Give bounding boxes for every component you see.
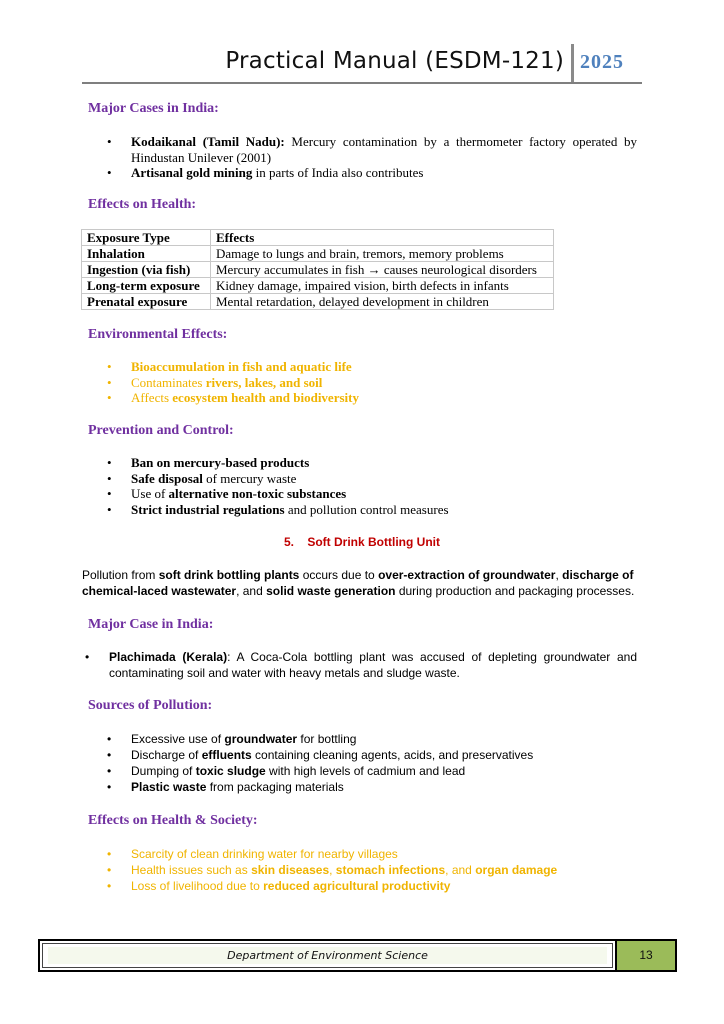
list-item: • Excessive use of groundwater for bottling <box>131 731 637 747</box>
environmental-effects-heading: Environmental Effects: <box>88 327 228 342</box>
section-5-title <box>0 535 724 549</box>
table-cell: Prenatal exposure <box>82 294 211 310</box>
table-header-row <box>82 230 554 246</box>
list-item: • Scarcity of clean drinking water for nearby villages <box>131 846 637 862</box>
column-header: Exposure Type <box>82 230 211 246</box>
list-item: • Discharge of effluents containing cleaning agents, acids, and preservatives <box>131 747 637 763</box>
table-row <box>82 262 554 278</box>
health-society-heading: Effects on Health & Society: <box>88 813 258 828</box>
footer-department: Department of Environment Science <box>48 947 607 964</box>
table-cell: Mental retardation, delayed development in children <box>211 294 554 310</box>
header-year: 2025 <box>580 51 624 73</box>
header-rule <box>82 82 642 84</box>
table-row <box>82 294 554 310</box>
table-row <box>82 246 554 262</box>
environmental-effects-list <box>131 359 637 406</box>
major-cases-list <box>131 134 637 181</box>
table-cell: Kidney damage, impaired vision, birth defects in infants <box>211 278 554 294</box>
major-case-list <box>109 649 637 681</box>
page-footer <box>38 939 677 972</box>
page-header <box>82 42 642 86</box>
list-item: • Artisanal gold mining in parts of India also contributes <box>131 165 637 181</box>
section-number: 5. <box>283 535 294 549</box>
section-title: Soft Drink Bottling Unit <box>307 535 440 549</box>
list-item: • Ban on mercury-based products <box>131 455 637 471</box>
list-item: • Plastic waste from packaging materials <box>131 779 637 795</box>
manual-title: Practical Manual (ESDM-121) <box>225 48 564 74</box>
major-case-heading: Major Case in India: <box>88 617 214 632</box>
prevention-heading: Prevention and Control: <box>88 423 234 438</box>
page-number: 13 <box>615 941 675 970</box>
sources-heading: Sources of Pollution: <box>88 698 213 713</box>
list-item: • Affects ecosystem health and biodiversity <box>131 390 637 406</box>
list-item: • Contaminates rivers, lakes, and soil <box>131 375 637 391</box>
table-cell: Ingestion (via fish) <box>82 262 211 278</box>
list-item: • Loss of livelihood due to reduced agricultural productivity <box>131 878 637 894</box>
table-cell: Damage to lungs and brain, tremors, memory problems <box>211 246 554 262</box>
section-intro-paragraph: Pollution from soft drink bottling plants occurs due to over-extraction of groundwater, discharge of chemical-laced wastewater, and solid waste generation during production and packaging processes. <box>82 568 635 598</box>
list-item: • Bioaccumulation in fish and aquatic life <box>131 359 637 375</box>
list-item: • Health issues such as skin diseases, stomach infections, and organ damage <box>131 862 637 878</box>
footer-department-box <box>42 943 613 968</box>
sources-list <box>131 731 637 795</box>
list-item: • Safe disposal of mercury waste <box>131 471 637 487</box>
health-society-list <box>131 846 637 894</box>
prevention-list <box>131 455 637 517</box>
table-cell: Mercury accumulates in fish → causes neurological disorders <box>211 262 554 278</box>
health-effects-heading: Effects on Health: <box>88 197 197 212</box>
list-item: • Kodaikanal (Tamil Nadu): Mercury contamination by a thermometer factory operated by Hindustan Unilever (2001) <box>131 134 637 165</box>
header-divider <box>571 44 574 82</box>
table-row <box>82 278 554 294</box>
table-cell: Long-term exposure <box>82 278 211 294</box>
list-item: • Use of alternative non-toxic substances <box>131 486 637 502</box>
column-header: Effects <box>211 230 554 246</box>
health-effects-table <box>81 229 554 310</box>
major-cases-heading: Major Cases in India: <box>88 101 219 116</box>
list-item: • Dumping of toxic sludge with high levels of cadmium and lead <box>131 763 637 779</box>
table-cell: Inhalation <box>82 246 211 262</box>
list-item: • Plachimada (Kerala): A Coca-Cola bottling plant was accused of depleting groundwater and contaminating soil and water with heavy metals and sludge waste. <box>109 649 637 681</box>
list-item: • Strict industrial regulations and pollution control measures <box>131 502 637 518</box>
